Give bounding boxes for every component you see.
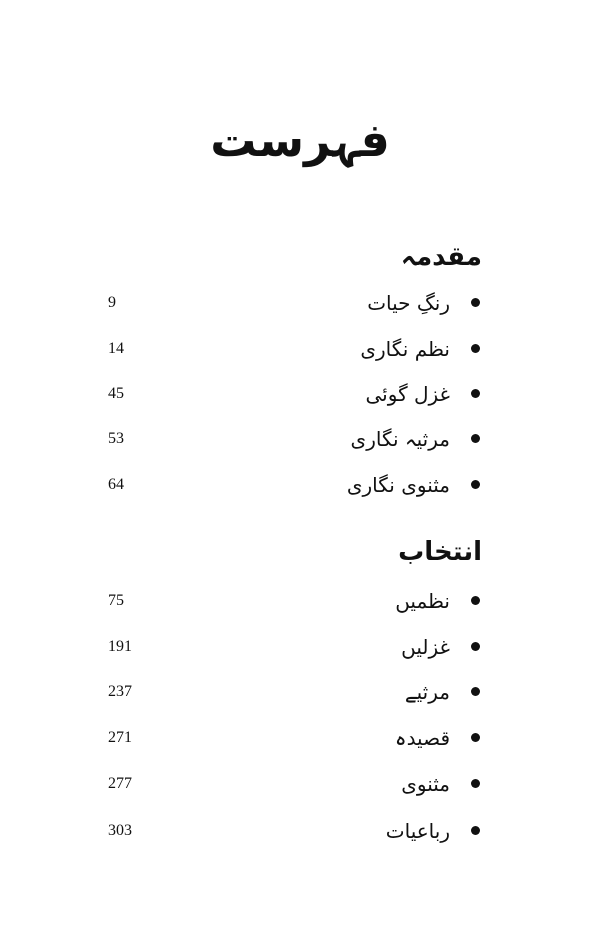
entry-page-number: 14 [108,340,124,357]
entry-title: نظمیں [395,589,450,613]
bullet-icon [471,642,480,651]
entry-title: غزل گوئی [365,382,450,406]
toc-entry[interactable] [100,769,490,799]
entry-title: رنگِ حیات [367,291,450,315]
entry-page-number: 64 [108,476,124,493]
bullet-icon [471,480,480,489]
toc-entry[interactable] [100,632,490,662]
entry-title: مثنوی [401,772,450,796]
toc-entry[interactable] [100,586,490,616]
bullet-icon [471,826,480,835]
toc-entry[interactable] [100,677,490,707]
entry-title: قصیدہ [394,726,450,750]
toc-entry[interactable] [100,334,490,364]
toc-entry[interactable] [100,723,490,753]
entry-title: غزلیں [401,635,450,659]
entry-title: مثنوی نگاری [346,473,450,497]
bullet-icon [471,687,480,696]
toc-entry[interactable] [100,470,490,500]
bullet-icon [471,596,480,605]
entry-page-number: 237 [108,683,132,700]
entry-page-number: 191 [108,638,132,655]
entry-page-number: 45 [108,385,124,402]
entry-page-number: 53 [108,430,124,447]
toc-entry[interactable] [100,424,490,454]
page-title: فہرست [210,113,390,167]
toc-entry[interactable] [100,379,490,409]
bullet-icon [471,298,480,307]
bullet-icon [471,389,480,398]
bullet-icon [471,434,480,443]
entry-title: مرثیے [404,680,450,704]
section-heading-intikhab: انتخاب [398,537,482,567]
entry-title: نظم نگاری [360,337,450,361]
entry-page-number: 277 [108,775,132,792]
section-heading-muqaddama: مقدمہ [400,242,482,272]
bullet-icon [471,344,480,353]
entry-page-number: 303 [108,822,132,839]
bullet-icon [471,779,480,788]
entry-title: رباعیات [385,819,450,843]
entry-page-number: 271 [108,729,132,746]
toc-entry[interactable] [100,816,490,846]
entry-title: مرثیہ نگاری [350,427,450,451]
entry-page-number: 75 [108,592,124,609]
entry-page-number: 9 [108,294,116,311]
bullet-icon [471,733,480,742]
toc-entry[interactable] [100,288,490,318]
